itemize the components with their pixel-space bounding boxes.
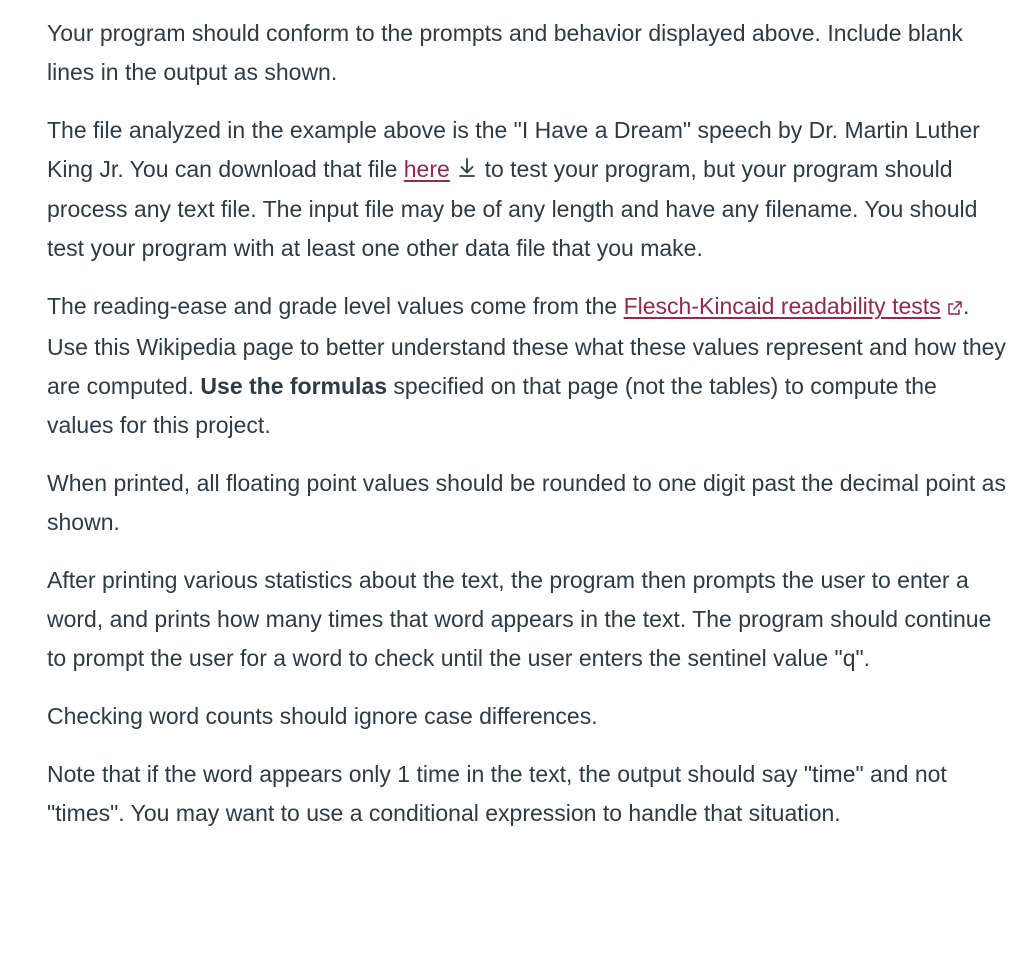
paragraph-file-analyzed bbox=[47, 111, 1007, 268]
paragraph-time-times: Note that if the word appears only 1 time in the text, the output should say "time" and not "times". You may want to use a conditional expression to handle that situation. bbox=[47, 760, 947, 826]
paragraph-prompts: Your program should conform to the prompts and behavior displayed above. Include blank lines in the output as shown. bbox=[47, 20, 963, 85]
download-here-link[interactable]: here bbox=[403, 156, 450, 182]
paragraph-rounding: When printed, all floating point values should be rounded to one digit past the decimal point as shown. bbox=[47, 469, 1006, 535]
paragraph-readability bbox=[47, 287, 1007, 444]
paragraph-word-prompt: After printing various statistics about the text, the program then prompts the user to enter a word, and prints how many times that word appears in the text. The program should continue to prompt the user for a word to check until the user enters the sentinel value "q". bbox=[47, 566, 992, 671]
p3-bold-text: Use the formulas bbox=[200, 372, 388, 399]
flesch-kincaid-link[interactable]: Flesch-Kincaid readability tests bbox=[623, 293, 941, 320]
external-link-icon[interactable] bbox=[947, 289, 963, 328]
download-icon[interactable] bbox=[456, 151, 478, 190]
paragraph-case: Checking word counts should ignore case differences. bbox=[47, 702, 598, 729]
p3-text-before: The reading-ease and grade level values come from the bbox=[47, 293, 624, 320]
p2-text-before: The file analyzed in the example above is the "I Have a Dream" speech by Dr. Martin Luther King Jr. You can download that file bbox=[47, 117, 980, 182]
p3-text-after: specified on that page (not the tables) to compute the values for this project. bbox=[47, 372, 937, 438]
p3-text-middle: . Use this Wikipedia page to better understand these what these values represent and how they are computed. bbox=[47, 293, 1006, 399]
p2-text-after: to test your program, but your program should process any text file. The input file may be of any length and have any filename. You should test your program with at least one other data file that you make. bbox=[47, 156, 978, 262]
assignment-content bbox=[47, 14, 1007, 852]
